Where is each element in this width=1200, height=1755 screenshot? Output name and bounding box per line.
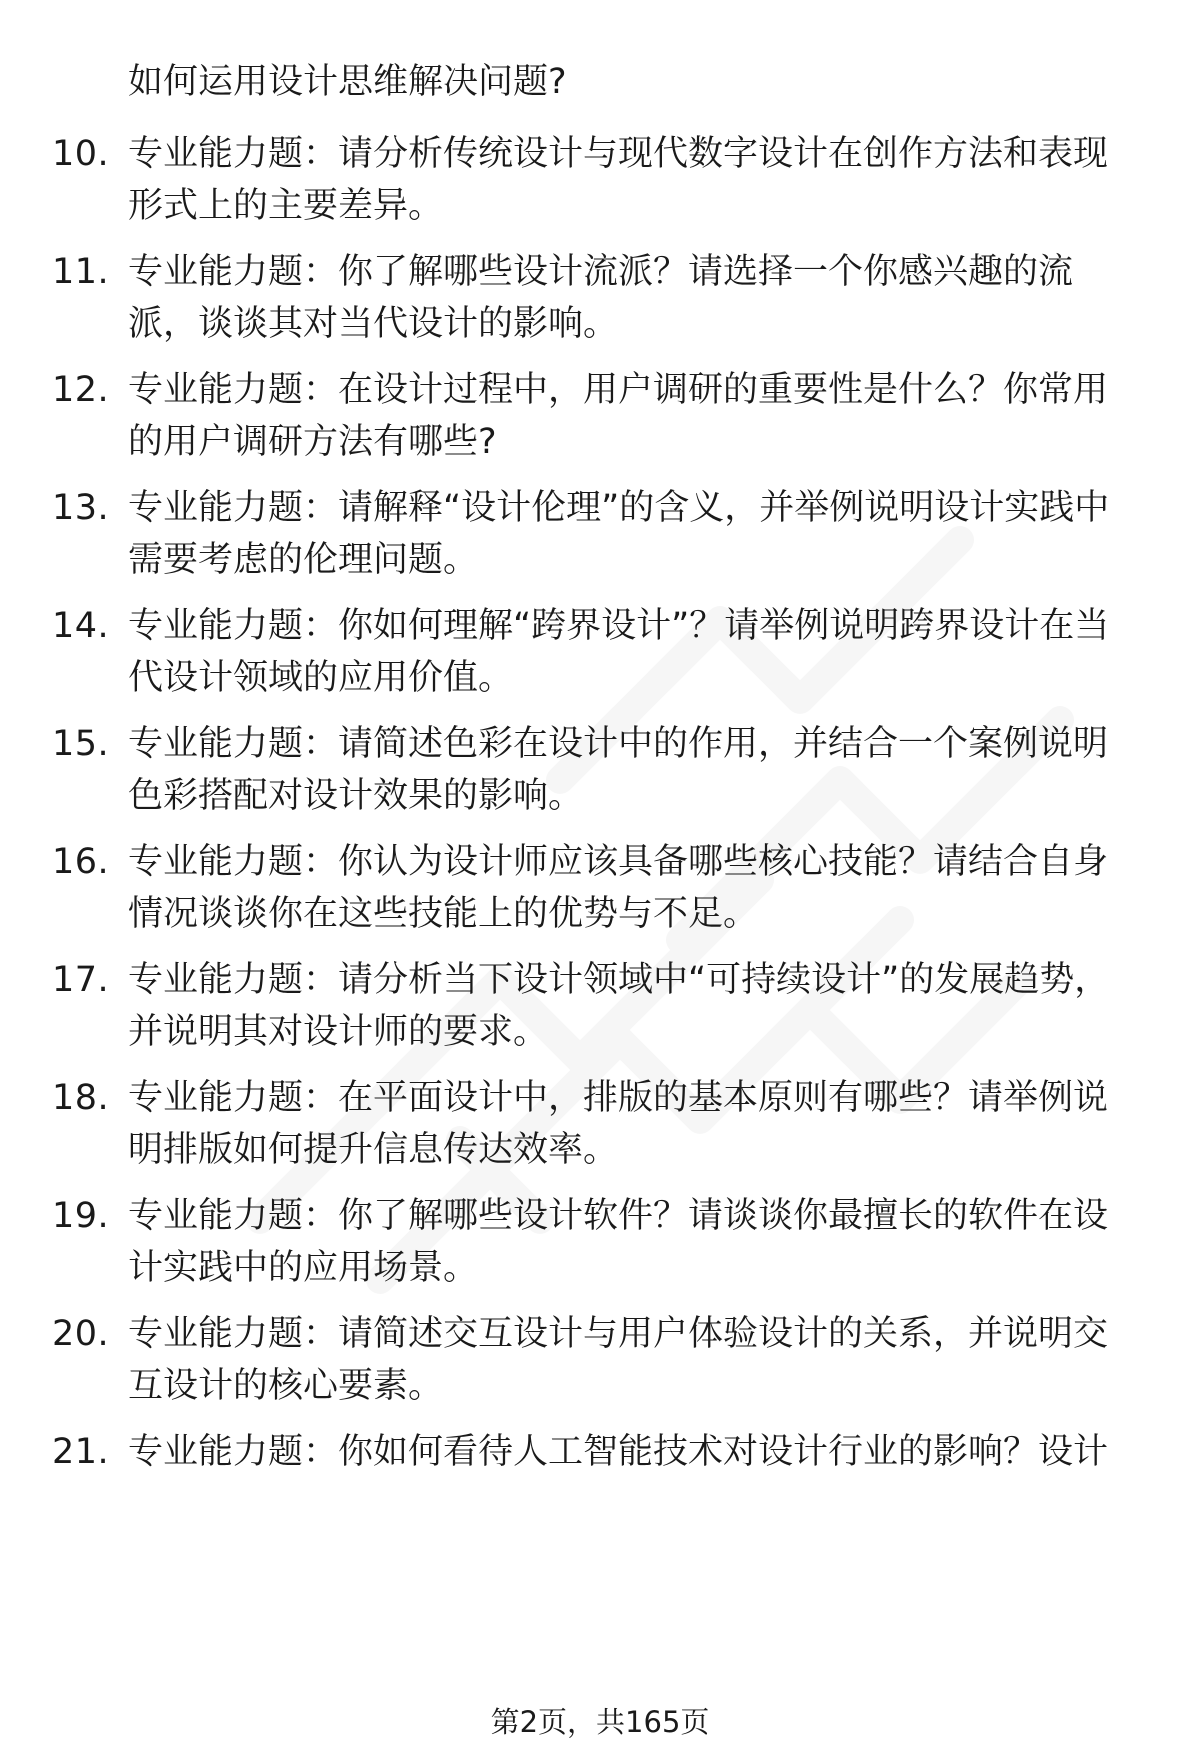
list-item (0, 1426, 1200, 1486)
question-number: 19. (52, 1196, 110, 1236)
list-item (0, 836, 1200, 946)
list-item (0, 718, 1200, 828)
question-number: 17. (52, 960, 110, 1000)
question-number: 16. (52, 842, 110, 882)
list-item (0, 1072, 1200, 1182)
question-text: 专业能力题：在平面设计中，排版的基本原则有哪些？请举例说明排版如何提升信息传达效率。 (128, 1078, 1109, 1170)
question-text: 专业能力题：请分析传统设计与现代数字设计在创作方法和表现形式上的主要差异。 (128, 134, 1109, 226)
question-number: 18. (52, 1078, 110, 1118)
question-text: 专业能力题：你了解哪些设计软件？请谈谈你最擅长的软件在设计实践中的应用场景。 (128, 1196, 1109, 1288)
list-item (0, 600, 1200, 710)
continuation-text: 如何运用设计思维解决问题? (128, 62, 567, 102)
question-number: 20. (52, 1314, 110, 1354)
question-number: 13. (52, 488, 110, 528)
question-text: 专业能力题：你认为设计师应该具备哪些核心技能？请结合自身情况谈谈你在这些技能上的优势与不足。 (128, 842, 1109, 934)
list-item (0, 246, 1200, 356)
list-item (0, 954, 1200, 1064)
list-item (0, 128, 1200, 238)
question-number: 10. (52, 134, 110, 174)
list-item (0, 482, 1200, 592)
question-number: 12. (52, 370, 110, 410)
question-text: 专业能力题：请简述交互设计与用户体验设计的关系，并说明交互设计的核心要素。 (128, 1314, 1109, 1406)
question-text: 专业能力题：你如何理解“跨界设计”？请举例说明跨界设计在当代设计领域的应用价值。 (128, 606, 1110, 698)
question-text: 专业能力题：请简述色彩在设计中的作用，并结合一个案例说明色彩搭配对设计效果的影响。 (128, 724, 1109, 816)
question-number: 14. (52, 606, 110, 646)
question-number: 11. (52, 252, 110, 292)
question-text: 专业能力题：你了解哪些设计流派？请选择一个你感兴趣的流派，谈谈其对当代设计的影响。 (128, 252, 1074, 344)
question-text: 专业能力题：请分析当下设计领域中“可持续设计”的发展趋势，并说明其对设计师的要求。 (128, 960, 1110, 1052)
question-number: 21. (52, 1432, 110, 1472)
question-text: 专业能力题：在设计过程中，用户调研的重要性是什么？你常用的用户调研方法有哪些? (128, 370, 1109, 462)
list-item (0, 1308, 1200, 1418)
page-footer: 第2页，共165页 (490, 1705, 710, 1739)
question-text: 专业能力题：请解释“设计伦理”的含义，并举例说明设计实践中需要考虑的伦理问题。 (128, 488, 1110, 580)
question-text: 专业能力题：你如何看待人工智能技术对设计行业的影响？设计 (128, 1432, 1109, 1472)
list-item (0, 1190, 1200, 1300)
question-number: 15. (52, 724, 110, 764)
list-item (0, 364, 1200, 474)
